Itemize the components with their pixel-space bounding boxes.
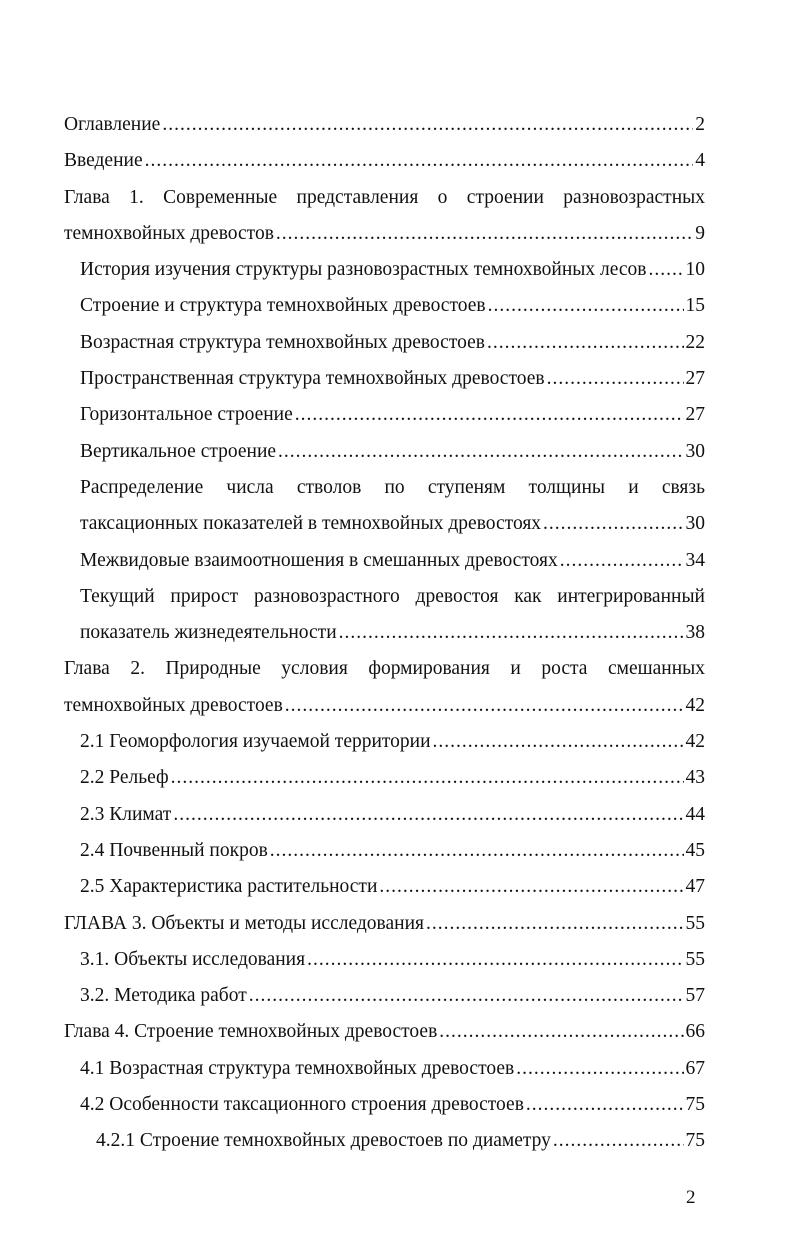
toc-entry [64, 688, 705, 724]
toc-entry [64, 107, 705, 143]
toc-entry [64, 1014, 705, 1050]
toc-entry-page: 30 [685, 440, 705, 462]
toc-entry-title: Пространственная структура темнохвойных древостоев [80, 368, 545, 390]
toc-entry [64, 216, 705, 252]
toc-entry-title: Введение [64, 150, 143, 172]
toc-entry-title: 4.2 Особенности таксационного строения древостоев [80, 1094, 524, 1116]
toc-entry [64, 1087, 705, 1123]
toc-entry [64, 397, 705, 433]
toc-entry-page: 55 [685, 912, 705, 934]
toc-entry [64, 143, 705, 179]
page-number: 2 [686, 1187, 696, 1208]
toc-entry-line: Текущий прирост разновозрастного древостоя как интегрированный [80, 585, 705, 607]
toc-entry [64, 906, 705, 942]
dot-leader [426, 906, 684, 942]
toc-entry-page: 75 [685, 1130, 705, 1152]
toc-entry-title: 4.1 Возрастная структура темнохвойных древостоев [80, 1057, 515, 1079]
toc-entry-line: Глава 2. Природные условия формирования и роста смешанных [64, 658, 705, 680]
toc-entry-page: 43 [685, 767, 705, 789]
dot-leader [487, 325, 684, 361]
dot-leader [488, 288, 684, 324]
toc-entry-title: ГЛАВА 3. Объекты и методы исследования [64, 912, 424, 934]
toc-entry-page: 2 [695, 114, 705, 135]
dot-leader [249, 978, 684, 1014]
toc-entry-title: Строение и структура темнохвойных древостоев [80, 295, 486, 317]
toc-entry-page: 9 [695, 222, 705, 244]
toc-entry-title: Возрастная структура темнохвойных древостоев [80, 331, 485, 353]
toc-entry-page: 42 [685, 694, 705, 716]
toc-entry-title: таксационных показателей в темнохвойных древостоях [80, 513, 542, 535]
toc-entry-page: 75 [685, 1094, 705, 1116]
dot-leader [439, 1014, 683, 1050]
toc-entry [64, 833, 705, 869]
dot-leader [379, 869, 683, 905]
toc-entry-line: Глава 1. Современные представления о строении разновозрастных [64, 186, 705, 208]
dot-leader [526, 1087, 684, 1123]
dot-leader [649, 252, 684, 288]
toc-entry-title: 2.4 Почвенный покров [80, 839, 268, 861]
dot-leader [278, 434, 683, 470]
toc-entry-title: Оглавление [64, 114, 161, 135]
toc-entry [64, 724, 705, 760]
dot-leader [171, 760, 684, 796]
toc-entry-title: Глава 4. Строение темнохвойных древостоев [64, 1021, 438, 1043]
dot-leader [543, 506, 683, 542]
toc-entry [64, 543, 705, 579]
toc-entry-page: 10 [685, 259, 705, 281]
toc-entry-page: 67 [685, 1057, 705, 1079]
table-of-contents [64, 107, 705, 1160]
toc-entry-title: темнохвойных древостов [64, 222, 274, 244]
toc-entry-title: 3.1. Объекты исследования [80, 948, 306, 970]
toc-entry-page: 66 [685, 1021, 705, 1043]
dot-leader [162, 107, 693, 143]
dot-leader [295, 397, 684, 433]
toc-entry-title: История изучения структуры разновозрастных темнохвойных лесов [80, 259, 647, 281]
dot-leader [433, 724, 684, 760]
toc-entry-title: 2.2 Рельеф [80, 767, 169, 789]
toc-entry [64, 942, 705, 978]
toc-entry-title: Межвидовые взаимоотношения в смешанных древостоях [80, 549, 558, 571]
dot-leader [339, 615, 684, 651]
dot-leader [276, 216, 693, 252]
dot-leader [270, 833, 684, 869]
toc-entry [64, 1123, 705, 1159]
toc-entry-title: темнохвойных древостоев [64, 694, 283, 716]
toc-entry [64, 615, 705, 651]
toc-entry-title: 3.2. Методика работ [80, 985, 247, 1007]
toc-entry-page: 42 [685, 731, 705, 753]
toc-entry [64, 325, 705, 361]
dot-leader [173, 797, 683, 833]
toc-entry-page: 15 [685, 295, 705, 317]
toc-entry [64, 869, 705, 905]
toc-entry-page: 45 [685, 839, 705, 861]
toc-entry-page: 47 [685, 876, 705, 898]
toc-entry-page: 55 [685, 948, 705, 970]
toc-entry-title: Вертикальное строение [80, 440, 277, 462]
dot-leader [553, 1123, 684, 1159]
toc-entry-title: 4.2.1 Строение темнохвойных древостоев по диаметру [96, 1130, 551, 1152]
toc-entry-title: Горизонтальное строение [80, 404, 293, 426]
toc-entry-page: 27 [685, 404, 705, 426]
toc-entry-title: 2.5 Характеристика растительности [80, 876, 378, 898]
toc-entry [64, 252, 705, 288]
toc-entry-title: 2.3 Климат [80, 803, 172, 825]
dot-leader [145, 143, 694, 179]
dot-leader [560, 543, 684, 579]
toc-entry [64, 760, 705, 796]
toc-entry [64, 288, 705, 324]
toc-entry-page: 34 [685, 549, 705, 571]
toc-entry-page: 57 [685, 985, 705, 1007]
toc-entry [64, 797, 705, 833]
toc-entry-title: 2.1 Геоморфология изучаемой территории [80, 731, 431, 753]
toc-entry-page: 22 [685, 331, 705, 353]
toc-entry [64, 1051, 705, 1087]
dot-leader [307, 942, 683, 978]
toc-entry-page: 27 [685, 368, 705, 390]
toc-entry [64, 506, 705, 542]
toc-entry [64, 978, 705, 1014]
toc-entry [64, 434, 705, 470]
dot-leader [516, 1051, 683, 1087]
toc-entry-page: 44 [685, 803, 705, 825]
toc-entry-title: показатель жизнедеятельности [80, 622, 337, 644]
toc-entry-page: 30 [685, 513, 705, 535]
toc-entry-page: 4 [695, 150, 705, 172]
toc-entry [64, 361, 705, 397]
dot-leader [285, 688, 684, 724]
toc-entry-page: 38 [685, 622, 705, 644]
toc-entry-line: Распределение числа стволов по ступеням толщины и связь [80, 476, 705, 498]
dot-leader [547, 361, 684, 397]
